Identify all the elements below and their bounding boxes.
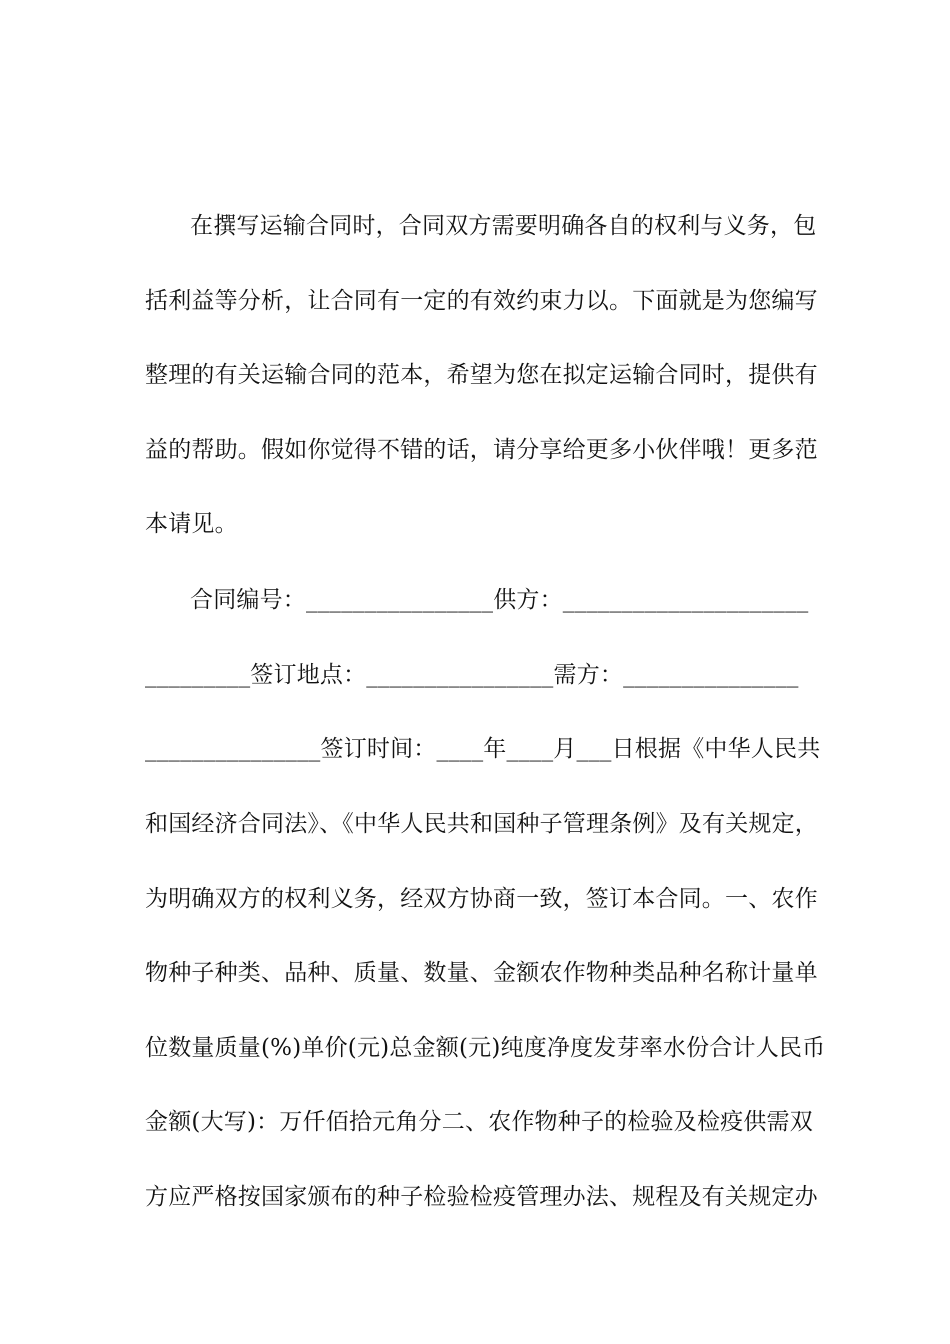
paragraph-line: 括利益等分析，让合同有一定的有效约束力以。下面就是为您编写	[145, 288, 818, 314]
paragraph-line: _______________签订时间：____年____月___日根据《中华人民共	[145, 736, 821, 762]
paragraph-line: 物种子种类、品种、质量、数量、金额农作物种类品种名称计量单	[145, 960, 818, 986]
paragraph-line: 金额(大写)：万仟佰拾元角分二、农作物种子的检验及检疫供需双	[145, 1109, 813, 1135]
paragraph-line: 位数量质量(%)单价(元)总金额(元)纯度净度发芽率水份合计人民币	[145, 1035, 826, 1061]
paragraph-line: 本请见。	[145, 511, 238, 537]
paragraph-line: 方应严格按国家颁布的种子检验检疫管理办法、规程及有关规定办	[145, 1184, 818, 1210]
paragraph-line: 为明确双方的权利义务，经双方协商一致，签订本合同。一、农作	[145, 886, 818, 912]
paragraph-line: 和国经济合同法》、《中华人民共和国种子管理条例》及有关规定，	[145, 811, 818, 837]
paragraph-line: 益的帮助。假如你觉得不错的话，请分享给更多小伙伴哦！更多范	[145, 437, 818, 463]
paragraph-line: _________签订地点：________________需方：_______________	[145, 662, 799, 688]
paragraph-line: 合同编号：________________供方：_____________________	[190, 587, 809, 613]
paragraph-line: 在撰写运输合同时，合同双方需要明确各自的权利与义务，包	[190, 213, 817, 239]
paragraph-line: 整理的有关运输合同的范本，希望为您在拟定运输合同时，提供有	[145, 362, 818, 388]
